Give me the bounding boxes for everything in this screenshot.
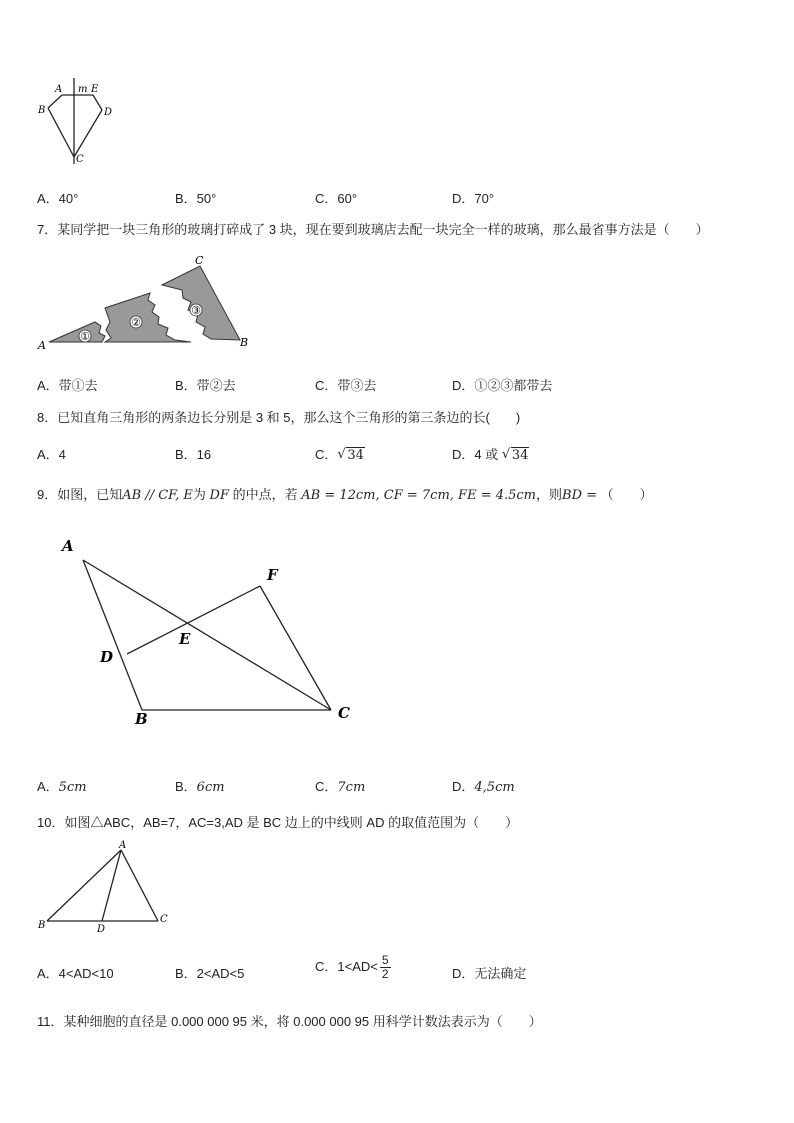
piece-1-label: ① (80, 330, 90, 343)
label-D: D (100, 648, 114, 666)
label-A: A (62, 537, 74, 555)
q7-option-a: A．带①去 (37, 378, 98, 393)
q9-text: 9．如图，已知AB // CF, E为 DF 的中点，若 AB = 12cm, CF = 7cm, FE = 4.5cm，则BD = （ ） (37, 487, 653, 503)
q8-option-d (452, 444, 529, 463)
q6-option-d: D．70° (452, 191, 495, 206)
q7-option-b: B．带②去 (175, 378, 236, 393)
q8-option-b: B．16 (175, 447, 212, 462)
q6-option-b: B．50° (175, 191, 217, 206)
q9-cond1: AB // CF, E (122, 488, 193, 503)
piece-2-label: ② (131, 316, 141, 329)
q8-option-a: A．4 (37, 447, 66, 462)
q10-text: 10．如图△ABC，AB=7，AC=3,AD 是 BC 边上的中线则 AD 的取值范围为（ ） (37, 815, 519, 830)
q8-option-c (315, 444, 365, 463)
label-D: D (104, 107, 113, 118)
piece-3-label: ③ (191, 304, 201, 317)
label-C: C (160, 914, 168, 925)
label-C: C (76, 154, 84, 165)
figure-q7 (35, 250, 260, 352)
fraction-5-2: $\frac{5}{2}$ (381, 953, 389, 981)
label-m: m (78, 84, 88, 95)
q9-option-d: D．4,5cm (452, 779, 515, 795)
figure-q10 (35, 840, 175, 935)
q9-option-c: C．7cm (315, 779, 366, 795)
figure-q6 (35, 78, 120, 168)
q6-option-c: C．60° (315, 191, 358, 206)
label-F: F (267, 566, 278, 584)
q10-option-d: D．无法确定 (452, 966, 527, 981)
q7-option-d: D．①②③都带去 (452, 378, 553, 393)
label-E: E (91, 84, 99, 95)
label-B: B (240, 336, 249, 349)
q9-option-b: B．6cm (175, 779, 225, 795)
q7-text: 7．某同学把一块三角形的玻璃打碎成了 3 块，现在要到玻璃店去配一块完全一样的玻璃，那么最省事方法是（ ） (37, 222, 709, 237)
q10-option-a: A．4<AD<10 (37, 966, 114, 981)
q9-cond4: BD = (562, 488, 598, 503)
q8-option-c-prefix: C． (315, 447, 338, 462)
figure-q9 (55, 532, 365, 732)
q8-option-d-prefix: D．4 或 (452, 447, 502, 462)
q10-option-c (315, 954, 391, 981)
q6-option-a: A．40° (37, 191, 79, 206)
label-A: A (119, 840, 127, 851)
label-B: B (38, 105, 46, 116)
q7-option-c: C．带③去 (315, 378, 377, 393)
q11-text: 11．某种细胞的直径是 0.000 000 95 米，将 0.000 000 95 用科学计数法表示为（ ） (37, 1014, 542, 1029)
label-A: A (55, 84, 63, 95)
sqrt-34: √ 34 (337, 448, 365, 463)
label-B: B (38, 920, 46, 931)
sqrt-34: √ 34 (502, 448, 530, 463)
q9-cond2: DF (209, 488, 229, 503)
q9-cond3: AB = 12cm, CF = 7cm, FE = 4.5cm (301, 488, 536, 503)
label-C: C (195, 254, 204, 267)
label-B: B (135, 710, 148, 728)
label-D: D (97, 924, 106, 935)
q9-option-a: A．5cm (37, 779, 87, 795)
q8-text: 8．已知直角三角形的两条边长分别是 3 和 5，那么这个三角形的第三条边的长( ) (37, 410, 521, 425)
q10-option-b: B．2<AD<5 (175, 966, 245, 981)
q10-option-c-prefix: C．1<AD< (315, 958, 378, 974)
label-E: E (179, 630, 191, 648)
label-C: C (338, 704, 350, 722)
label-A: A (38, 339, 46, 352)
